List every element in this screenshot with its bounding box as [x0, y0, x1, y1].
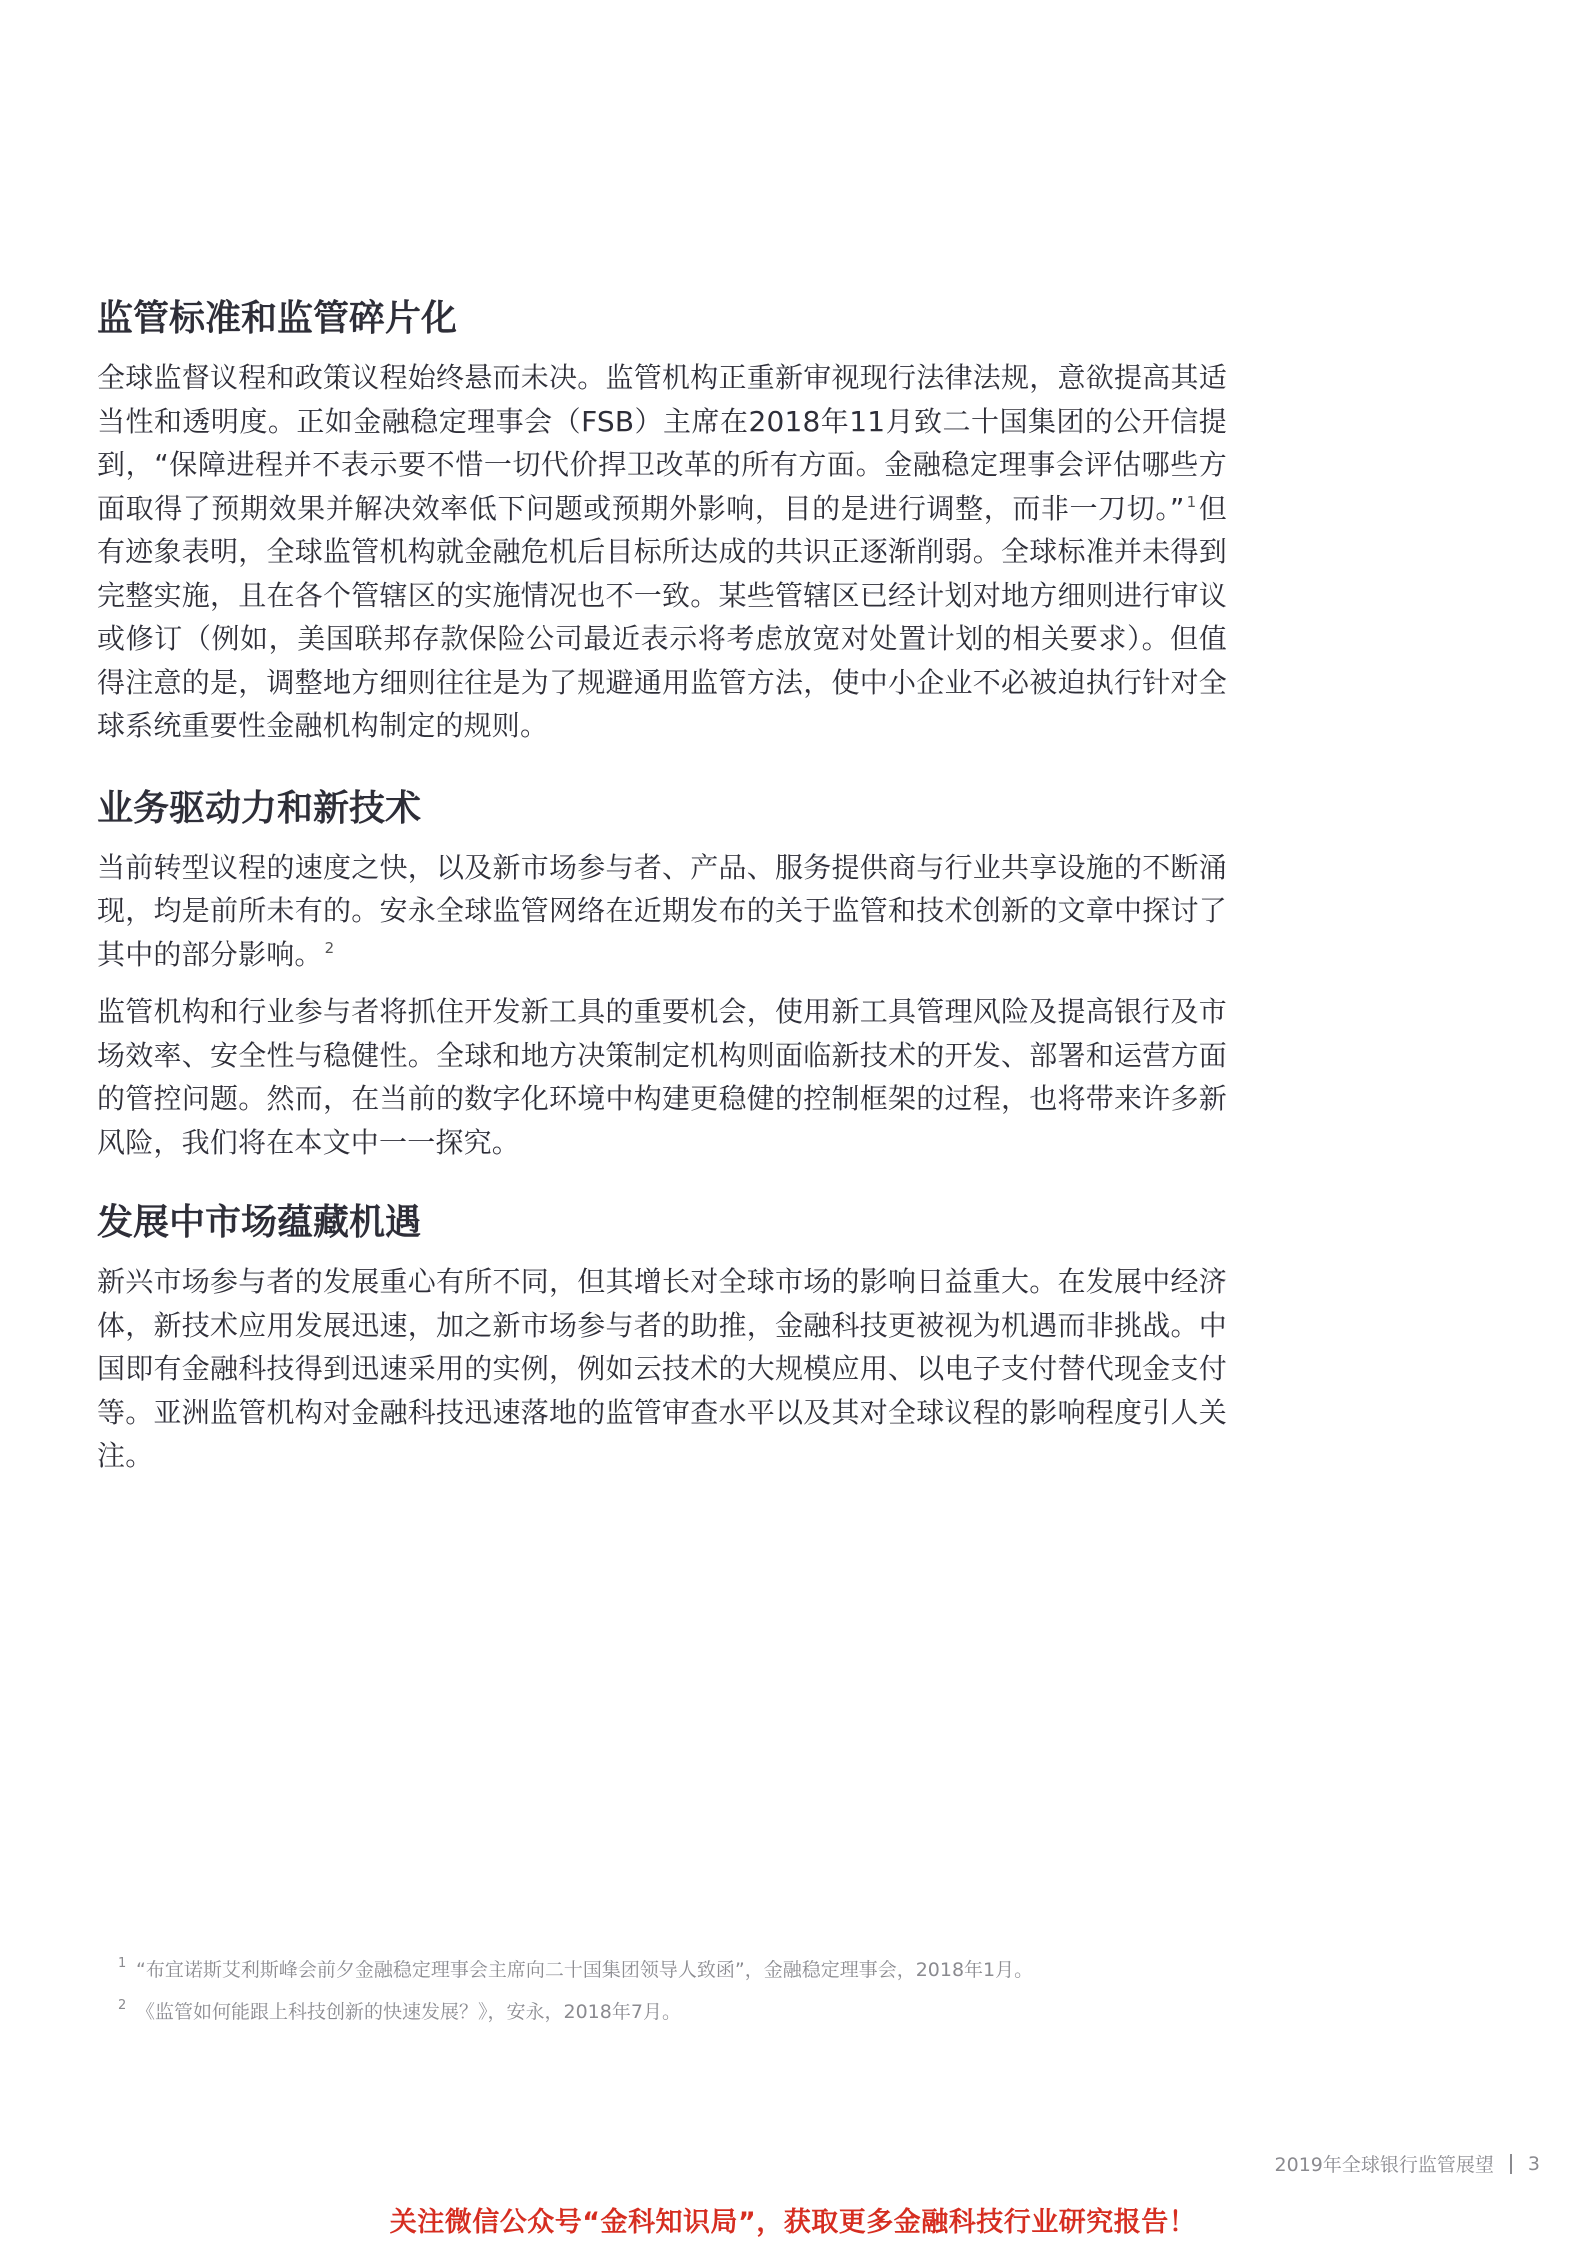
footer-divider: [1510, 2154, 1512, 2174]
section-heading-regulatory-fragmentation: 监管标准和监管碎片化: [97, 298, 458, 339]
report-title: 2019年全球银行监管展望: [1274, 2154, 1494, 2176]
page-number: 3: [1527, 2152, 1540, 2175]
paragraph-regulatory-fragmentation: [97, 356, 1227, 748]
main-content: [97, 292, 1227, 1478]
section-heading-business-drivers: 业务驱动力和新技术: [97, 787, 422, 829]
paragraph-business-drivers-2: [97, 990, 1227, 1164]
promo-banner: 关注微信公众号“金科知识局”，获取更多金融科技行业研究报告！: [389, 2207, 1197, 2238]
paragraph-text: 当前转型议程的速度之快，以及新市场参与者、产品、服务提供商与行业共享设施的不断涌现，均是前所未有的。安永全球监管网络在近期发布的关于监管和技术创新的文章中探讨了其中的部分影响。: [97, 850, 1227, 971]
footnote-number: 1: [118, 1956, 127, 1971]
footnote-2: [118, 1991, 1218, 2033]
paragraph-text: 新兴市场参与者的发展重心有所不同，但其增长对全球市场的影响日益重大。在发展中经济体，新技术应用发展迅速，加之新市场参与者的助推，金融科技更被视为机遇而非挑战。中国即有金融科技得到迅速采用的实例，例如云技术的大规模应用、以电子支付替代现金支付等。亚洲监管机构对金融科技迅速落地的监管审查水平以及其对全球议程的影响程度引人关注。: [97, 1265, 1227, 1472]
paragraph-text: 监管机构和行业参与者将抓住开发新工具的重要机会，使用新工具管理风险及提高银行及市场效率、安全性与稳健性。全球和地方决策制定机构则面临新技术的开发、部署和运营方面的管控问题。然而，在当前的数字化环境中构建更稳健的控制框架的过程，也将带来许多新风险，我们将在本文中一一探究。: [97, 995, 1227, 1159]
paragraph-business-drivers-1: [97, 846, 1227, 977]
footnote-ref-1: 1: [1186, 493, 1197, 512]
footnote-number: 2: [118, 1998, 127, 2013]
footnote-ref-2: 2: [324, 939, 335, 958]
footnote-text: “布宜诺斯艾利斯峰会前夕金融稳定理事会主席向二十国集团领导人致函”，金融稳定理事会，2018年1月。: [136, 1959, 1034, 1981]
footnotes: [118, 1949, 1218, 2033]
section-heading-emerging-markets: 发展中市场蕴藏机遇: [97, 1202, 422, 1243]
paragraph-emerging-markets: [97, 1260, 1227, 1478]
footnote-text: 《监管如何能跟上科技创新的快速发展？》，安永，2018年7月。: [136, 2001, 681, 2023]
paragraph-text: 全球监督议程和政策议程始终悬而未决。监管机构正重新审视现行法律法规，意欲提高其适当性和透明度。正如金融稳定理事会（FSB）主席在2018年11月致二十国集团的公开信提到，“保障进程并不表示要不惜一切代价捍卫改革的所有方面。金融稳定理事会评估哪些方面取得了预期效果并解决效率低下问题或预期外影响，目的是进行调整，而非一刀切。”: [97, 361, 1227, 525]
paragraph-text: 但有迹象表明，全球监管机构就金融危机后目标所达成的共识正逐渐削弱。全球标准并未得到完整实施，且在各个管辖区的实施情况也不一致。某些管辖区已经计划对地方细则进行审议或修订（例如，美国联邦存款保险公司最近表示将考虑放宽对处置计划的相关要求）。但值得注意的是，调整地方细则往往是为了规避通用监管方法，使中小企业不必被迫执行针对全球系统重要性金融机构制定的规则。: [97, 491, 1228, 742]
page-footer: [1275, 2150, 1540, 2177]
footnote-1: [118, 1949, 1218, 1991]
